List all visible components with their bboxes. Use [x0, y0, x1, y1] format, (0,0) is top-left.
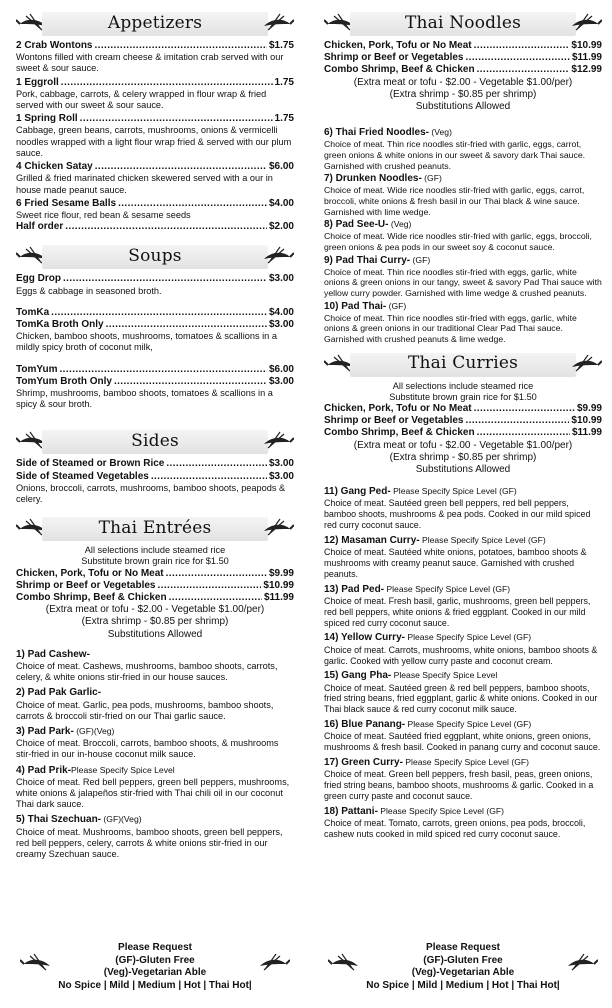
menu-item: 4) Pad Prik-Please Specify Spice Level Choice of meat. Red bell peppers, green bell peppers, mushrooms, white onions & jalapeños stir-fried with Thai chili oil in our coconut Thai dark sauce. — [16, 764, 290, 810]
menu-item-row: Side of Steamed Vegetables ..... $3.00 — [16, 471, 294, 483]
footer-line: (GF)-Gluten Free — [115, 954, 195, 966]
extra-note: (Extra meat or tofu - $2.00 - Vegetable $1.00/per) — [45, 604, 265, 616]
footer-line: Please Request — [118, 942, 192, 953]
menu-item-row: Egg Drop ..... $3.00 — [16, 273, 294, 285]
extra-note: Substitutions Allowed — [415, 463, 511, 475]
soups-list — [16, 273, 294, 410]
section-title-appetizers: Appetizers — [107, 12, 203, 33]
menu-item-row: TomYum ..... $6.00 — [16, 364, 294, 376]
price-row: Combo Shrimp, Beef & Chicken ..... $11.99 — [324, 427, 602, 439]
curries-header — [324, 347, 602, 381]
extra-note: (Extra shrimp - $0.85 per shrimp) — [81, 616, 229, 628]
left-column — [16, 6, 294, 864]
menu-item-row: TomYum Broth Only ..... $3.00 — [16, 376, 294, 388]
menu-item: 11) Gang Ped- Please Specify Spice Level (GF) Choice of meat. Sautéed green bell peppers, red bell peppers, bamboo shoots, mushrooms & pea pods. Cooked in our mild spiced red curry coconut sauce. — [324, 486, 591, 531]
chili-pepper-icon — [260, 428, 294, 452]
menu-item: 16) Blue Panang- Please Specify Spice Level (GF) Choice of meat. Sautéed fried eggplant, white onions, green onions, mushrooms & fresh basil. Cooked in panang curry and coconut sauce. — [324, 719, 601, 753]
menu-item: 2) Pad Pak Garlic- Choice of meat. Garlic, pea pods, mushrooms, bamboo shoots, carrots & broccoli stir-fried on our Thai garlic sauce. — [16, 687, 274, 721]
footer-line: (Veg)-Vegetarian Able — [411, 967, 515, 978]
extra-note: (Extra meat or tofu - $2.00 - Vegetable $1.00/per) — [353, 76, 573, 88]
menu-item: 9) Pad Thai Curry- (GF) Choice of meat. Thin rice noodles stir-fried with eggs, garlic, white onions & green onions in our tangy, sweet & savory Pad Thai sauce with yellow curry powder. Garnished with lime wedge & crushed peanuts. — [324, 254, 602, 298]
item-description: Shrimp, mushrooms, bamboo shoots, tomatoes & scallions in a spicy & sour broth. — [16, 387, 273, 410]
menu-item: 7) Drunken Noodles- (GF) Choice of meat. Wide rice noodles stir-fried with garlic, eggs, carrot, broccoli, white onions & fresh basil in our Thai black & wine sauce. Garnished with lime wedge. — [324, 173, 585, 217]
menu-item: 5) Thai Szechuan- (GF)(Veg) Choice of meat. Mushrooms, bamboo shoots, green bell peppers, red bell peppers, celery, carrots & white onions stir-fried in our creamy Szechuan sauce. — [16, 814, 283, 860]
price-row: Shrimp or Beef or Vegetables ..... $11.99 — [324, 52, 602, 64]
menu-item: 8) Pad See-U- (Veg) Choice of meat. Wide rice noodles stir-fried with garlic, eggs, broccoli, green onions & pea pods in our sweet soy & coconut sauce. — [324, 219, 592, 252]
menu-item-row: 1 Spring Roll ..... 1.75 — [16, 113, 294, 125]
footer-left — [16, 942, 294, 992]
extra-note: Substitutions Allowed — [107, 628, 203, 640]
footer-line: (GF)-Gluten Free — [423, 954, 503, 966]
item-description: Sweet rice flour, red bean & sesame seeds — [16, 209, 191, 220]
sides-list — [16, 458, 294, 505]
menu-item-row: Half order ..... $2.00 — [16, 221, 294, 233]
price-row: Chicken, Pork, Tofu or No Meat ..... $9.99 — [16, 568, 294, 580]
chili-pepper-icon — [568, 10, 602, 34]
entrees-list — [16, 649, 294, 861]
price-row: Combo Shrimp, Beef & Chicken ..... $11.99 — [16, 592, 294, 604]
menu-item: 14) Yellow Curry- Please Specify Spice Level (GF) Choice of meat. Carrots, mushrooms, white onions, bamboo shoots & garlic. Cooked with yellow curry paste and coconut cream. — [324, 632, 598, 666]
intro-note: All selections include steamed rice — [84, 545, 226, 556]
menu-item-row: 1 Eggroll ..... 1.75 — [16, 77, 294, 89]
menu-item: 18) Pattani- Please Specify Spice Level (GF) Choice of meat. Tomato, carrots, green onions, pea pods, broccoli, cashew nuts cooked in mild spiced red curry coconut sauce. — [324, 805, 586, 839]
price-row: Chicken, Pork, Tofu or No Meat ..... $9.99 — [324, 403, 602, 415]
menu-item: 10) Pad Thai- (GF) Choice of meat. Thin rice noodles stir-fried with eggs, garlic, white onions & green onions in our traditional Clear Pad Thai sauce. Garnished with crushed peanuts & lime wedge. — [324, 300, 577, 344]
chili-pepper-icon — [260, 10, 294, 34]
extra-note: (Extra shrimp - $0.85 per shrimp) — [389, 88, 537, 100]
footer-line: (Veg)-Vegetarian Able — [103, 967, 207, 978]
menu-item-row: Side of Steamed or Brown Rice ..... $3.00 — [16, 458, 294, 470]
section-title-sides: Sides — [131, 430, 179, 451]
chili-pepper-icon — [564, 950, 598, 974]
intro-note: Substitute brown grain rice for $1.50 — [81, 556, 229, 567]
price-row: Chicken, Pork, Tofu or No Meat ..... $10.99 — [324, 40, 602, 52]
entrees-header — [16, 511, 294, 545]
footer-line: Please Request — [426, 942, 500, 953]
menu-item-row: 6 Fried Sesame Balls ..... $4.00 — [16, 198, 294, 210]
right-column — [324, 6, 602, 844]
menu-item: 6) Thai Fried Noodles- (Veg) Choice of meat. Thin rice noodles stir-fried with garlic, eggs, carrot, green onions & white onions in our sweet & savory dark Thai sauce. Garnished with crushed peanuts. — [324, 127, 586, 171]
spice-levels: No Spice | Mild | Medium | Hot | Thai Hot| — [366, 979, 560, 991]
chili-pepper-icon — [20, 950, 54, 974]
menu-item: 12) Masaman Curry- Please Specify Spice Level (GF) Choice of meat. Sautéed white onions, potatoes, bamboo shoots & mushrooms with creamy peanut sauce. Garnished with crushed peanuts. — [324, 534, 587, 579]
menu-item: 3) Pad Park- (GF)(Veg) Choice of meat. Broccoli, carrots, bamboo shoots, & mushrooms stir-fried in our in-house coconut milk sauce. — [16, 725, 279, 760]
item-description: Chicken, bamboo shoots, mushrooms, tomatoes & scallions in a mildly spicy broth of coconut milk, — [16, 331, 277, 353]
item-description: Grilled & fried marinated chicken skewered served with a our in house made peanut sauce. — [16, 173, 273, 195]
extra-note: (Extra shrimp - $0.85 per shrimp) — [389, 451, 537, 463]
section-title-noodles: Thai Noodles — [404, 12, 522, 33]
curries-pricing — [324, 381, 602, 477]
footer-right — [324, 942, 602, 992]
menu-item-row: 2 Crab Wontons ..... $1.75 — [16, 40, 294, 52]
intro-note: Substitute brown grain rice for $1.50 — [389, 391, 537, 402]
section-title-curries: Thai Curries — [407, 353, 519, 374]
noodles-pricing — [324, 40, 602, 113]
noodles-header — [324, 6, 602, 40]
menu-item-row: 4 Chicken Satay ..... $6.00 — [16, 161, 294, 173]
curries-list — [324, 486, 602, 840]
chili-pepper-icon — [568, 351, 602, 375]
extra-note: (Extra meat or tofu - $2.00 - Vegetable $1.00/per) — [353, 439, 573, 451]
menu-item: 17) Green Curry- Please Specify Spice Level (GF) Choice of meat. Green bell peppers, fresh basil, peas, green onions, fried string beans, bamboo shoots, mushrooms & garlic. Cooked in a green curry paste and coconut sauce. — [324, 757, 594, 801]
extra-note: Substitutions Allowed — [415, 100, 511, 112]
section-title-soups: Soups — [128, 245, 182, 266]
item-description: Cabbage, green beans, carrots, mushrooms, onions & vermicelli noodles wrapped with a light flour wrap fried & served with our plum sauce. — [16, 125, 292, 158]
menu-item: 13) Pad Ped- Please Specify Spice Level (GF) Choice of meat. Fresh basil, garlic, mushrooms, green bell peppers, red bell peppers, white onions & fried eggplant. Cooked in our mild spiced red curry coconut sauce. — [324, 583, 591, 628]
spice-levels: No Spice | Mild | Medium | Hot | Thai Hot| — [58, 979, 252, 991]
intro-note: All selections include steamed rice — [392, 380, 534, 391]
price-row: Shrimp or Beef or Vegetables ..... $10.99 — [324, 415, 602, 427]
appetizers-header — [16, 6, 294, 40]
section-title-entrees: Thai Entrées — [98, 517, 212, 538]
chili-pepper-icon — [328, 950, 362, 974]
item-description: Pork, cabbage, carrots, & celery wrapped in flour wrap & fried served with our sweet & sour sauce. — [16, 88, 267, 111]
item-description: Onions, broccoli, carrots, mushrooms, bamboo shoots, peapods & celery. — [16, 482, 286, 504]
menu-item: 1) Pad Cashew- Choice of meat. Cashews, mushrooms, bamboo shoots, carrots, celery, & white onions stir-fried in our house sauces. — [16, 648, 278, 683]
item-description: Eggs & cabbage in seasoned broth. — [16, 285, 162, 296]
price-row: Shrimp or Beef or Vegetables ..... $10.99 — [16, 580, 294, 592]
menu-item-row: TomKa ..... $4.00 — [16, 307, 294, 319]
menu-item-row: TomKa Broth Only ..... $3.00 — [16, 319, 294, 331]
menu-item: 15) Gang Pha- Please Specify Spice Level Choice of meat. Sautéed green & red bell peppers, bamboo shoots, fried string beans, fried eggplant, garlic & white onions. Cooked in our Thai black sauce & red curry coconut milk sauce. — [324, 670, 598, 715]
chili-pepper-icon — [256, 950, 290, 974]
appetizers-list — [16, 40, 294, 233]
chili-pepper-icon — [260, 515, 294, 539]
chili-pepper-icon — [260, 243, 294, 267]
entrees-pricing — [16, 545, 294, 641]
price-row: Combo Shrimp, Beef & Chicken ..... $12.99 — [324, 64, 602, 76]
item-description: Wontons filled with cream cheese & imitation crab served with our sweet & sour sauce. — [16, 52, 284, 74]
sides-header — [16, 424, 294, 458]
soups-header — [16, 239, 294, 273]
noodles-list — [324, 127, 602, 344]
